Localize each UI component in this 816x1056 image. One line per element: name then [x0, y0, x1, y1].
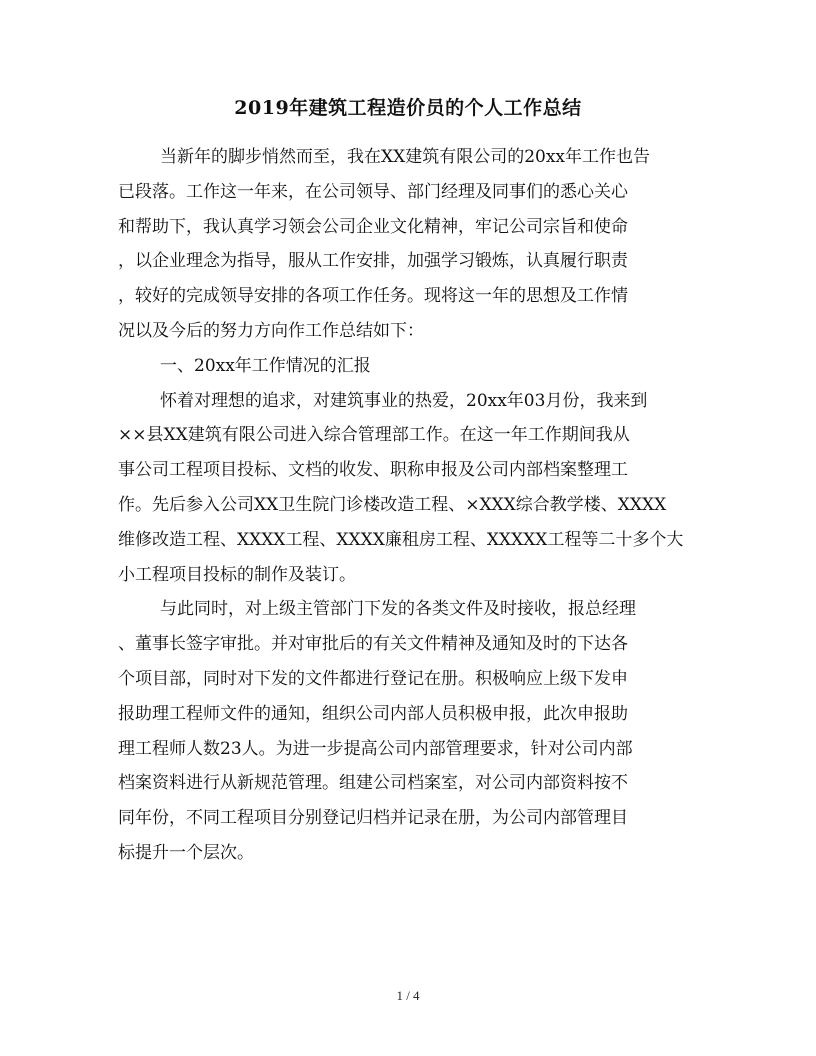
- text-line: 况以及今后的努力方向作工作总结如下：: [118, 320, 424, 341]
- text-line: 小工程项目投标的制作及装订。: [118, 564, 356, 585]
- text-line: 与此同时，对上级主管部门下发的各类文件及时接收，报总经理: [160, 599, 636, 620]
- text-line: 理工程师人数23人。为进一步提高公司内部管理要求，针对公司内部: [118, 738, 633, 759]
- text-line: ××县XX建筑有限公司进入综合管理部工作。在这一年工作期间我从: [118, 425, 630, 446]
- paragraph-work-history: [118, 384, 694, 593]
- text-line: 档案资料进行从新规范管理。组建公司档案室，对公司内部资料按不: [118, 773, 628, 794]
- text-line: ，以企业理念为指导，服从工作安排，加强学习锻炼，认真履行职责: [118, 251, 628, 272]
- section-heading: [118, 349, 694, 384]
- text-line: 当新年的脚步悄然而至，我在XX建筑有限公司的20xx年工作也告: [160, 147, 651, 167]
- text-line: 作。先后参入公司XX卫生院门诊楼改造工程、×XXX综合教学楼、XXXX: [118, 494, 667, 515]
- text-line: 和帮助下，我认真学习领会公司企业文化精神，牢记公司宗旨和使命: [118, 216, 628, 237]
- text-line: 已段落。工作这一年来，在公司领导、部门经理及同事们的悉心关心: [118, 181, 628, 202]
- text-line: 、董事长签字审批。并对审批后的有关文件精神及通知及时的下达各: [118, 634, 628, 655]
- text-line: ，较好的完成领导安排的各项工作任务。现将这一年的思想及工作情: [118, 286, 628, 307]
- document-body: [118, 140, 694, 871]
- text-line: 事公司工程项目投标、文档的收发、职称申报及公司内部档案整理工: [118, 460, 628, 481]
- section-heading-text: 一、20xx年工作情况的汇报: [160, 355, 371, 376]
- text-line: 报助理工程师文件的通知，组织公司内部人员积极申报，此次申报助: [118, 703, 628, 724]
- text-line: 同年份，不同工程项目分别登记归档并记录在册，为公司内部管理目: [118, 808, 628, 829]
- text-line: 维修改造工程、XXXX工程、XXXX廉租房工程、XXXXX工程等二十多个大: [118, 529, 684, 550]
- text-line: 标提升一个层次。: [118, 842, 254, 863]
- document-title: 2019年建筑工程造价员的个人工作总结: [234, 97, 582, 119]
- text-line: 个项目部，同时对下发的文件都进行登记在册。积极响应上级下发申: [118, 668, 628, 689]
- paragraph-intro: [118, 140, 694, 349]
- paragraph-document-management: [118, 592, 694, 870]
- text-line: 怀着对理想的追求，对建筑事业的热爱，20xx年03月份，我来到: [160, 390, 648, 411]
- page-number: 1 / 4: [396, 988, 420, 1003]
